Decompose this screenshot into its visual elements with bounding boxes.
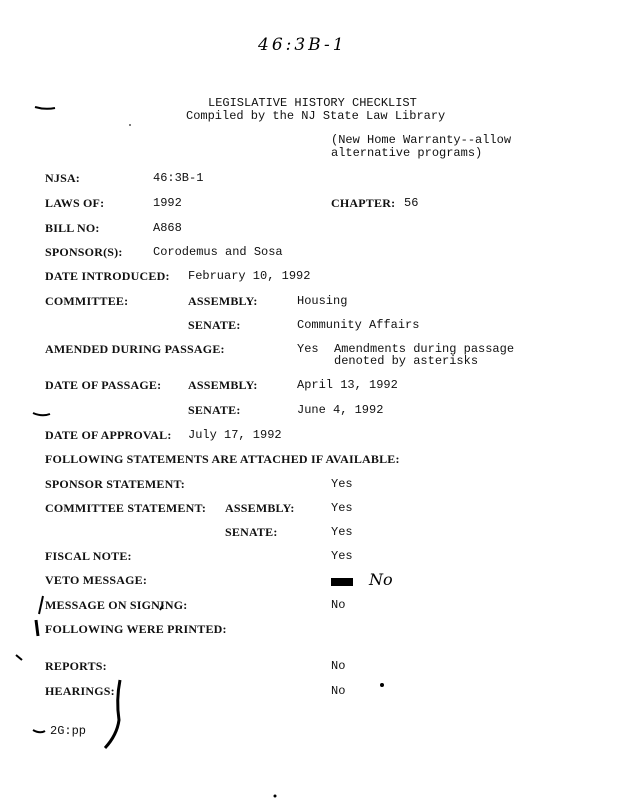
committee-assembly-value: Housing — [297, 294, 348, 308]
amended-label: AMENDED DURING PASSAGE: — [45, 342, 225, 356]
reports-label: REPORTS: — [45, 659, 107, 673]
fiscal-note-label: FISCAL NOTE: — [45, 549, 132, 563]
struck-out-mark — [331, 575, 367, 589]
following-printed-label: FOLLOWING WERE PRINTED: — [45, 622, 227, 636]
bill-label: BILL NO: — [45, 221, 100, 235]
amended-note-line-1: Amendments during passage — [334, 342, 515, 356]
statement-assembly-value: Yes — [331, 501, 353, 515]
date-introduced-label: DATE INTRODUCED: — [45, 269, 170, 283]
footer-initials: 2G:pp — [50, 724, 87, 738]
sponsor-label: SPONSOR(S): — [45, 245, 123, 259]
passage-senate-label: SENATE: — [188, 403, 241, 417]
approval-label: DATE OF APPROVAL: — [45, 428, 172, 442]
amended-value: Yes — [297, 342, 319, 356]
amended-note-line-2: denoted by asterisks — [334, 354, 479, 368]
handwritten-code: 46:3B-1 — [258, 35, 347, 55]
page-title: LEGISLATIVE HISTORY CHECKLIST — [208, 96, 417, 110]
note-line-1: (New Home Warranty--allow — [331, 133, 512, 147]
message-on-signing-label: MESSAGE ON SIGNING: — [45, 598, 188, 612]
laws-value: 1992 — [153, 196, 182, 210]
committee-label: COMMITTEE: — [45, 294, 129, 308]
date-introduced-value: February 10, 1992 — [188, 269, 311, 283]
hearings-value: No — [331, 684, 346, 698]
page-subtitle: Compiled by the NJ State Law Library — [186, 109, 446, 123]
handwritten-no: No — [369, 570, 393, 589]
hearings-label: HEARINGS: — [45, 684, 115, 698]
approval-value: July 17, 1992 — [188, 428, 282, 442]
chapter-label: CHAPTER: — [331, 196, 396, 210]
committee-senate-value: Community Affairs — [297, 318, 420, 332]
sponsor-statement-value: Yes — [331, 477, 353, 491]
laws-label: LAWS OF: — [45, 196, 105, 210]
note-line-2: alternative programs) — [331, 146, 483, 160]
passage-assembly-value: April 13, 1992 — [297, 378, 398, 392]
bill-value: A868 — [153, 221, 182, 235]
statement-senate-label: SENATE: — [225, 525, 278, 539]
statements-heading: FOLLOWING STATEMENTS ARE ATTACHED IF AVAILABLE: — [45, 452, 400, 466]
veto-message-value — [331, 570, 393, 589]
sponsor-statement-label: SPONSOR STATEMENT: — [45, 477, 185, 491]
njsa-label: NJSA: — [45, 171, 81, 185]
committee-statement-label: COMMITTEE STATEMENT: — [45, 501, 207, 515]
sponsor-value: Corodemus and Sosa — [153, 245, 283, 259]
veto-message-label: VETO MESSAGE: — [45, 573, 148, 587]
reports-value: No — [331, 659, 346, 673]
passage-senate-value: June 4, 1992 — [297, 403, 384, 417]
passage-assembly-label: ASSEMBLY: — [188, 378, 258, 392]
committee-senate-label: SENATE: — [188, 318, 241, 332]
committee-assembly-label: ASSEMBLY: — [188, 294, 258, 308]
fiscal-note-value: Yes — [331, 549, 353, 563]
message-on-signing-value: No — [331, 598, 346, 612]
njsa-value: 46:3B-1 — [153, 171, 204, 185]
passage-label: DATE OF PASSAGE: — [45, 378, 162, 392]
statement-senate-value: Yes — [331, 525, 353, 539]
chapter-value: 56 — [404, 196, 419, 210]
statement-assembly-label: ASSEMBLY: — [225, 501, 295, 515]
